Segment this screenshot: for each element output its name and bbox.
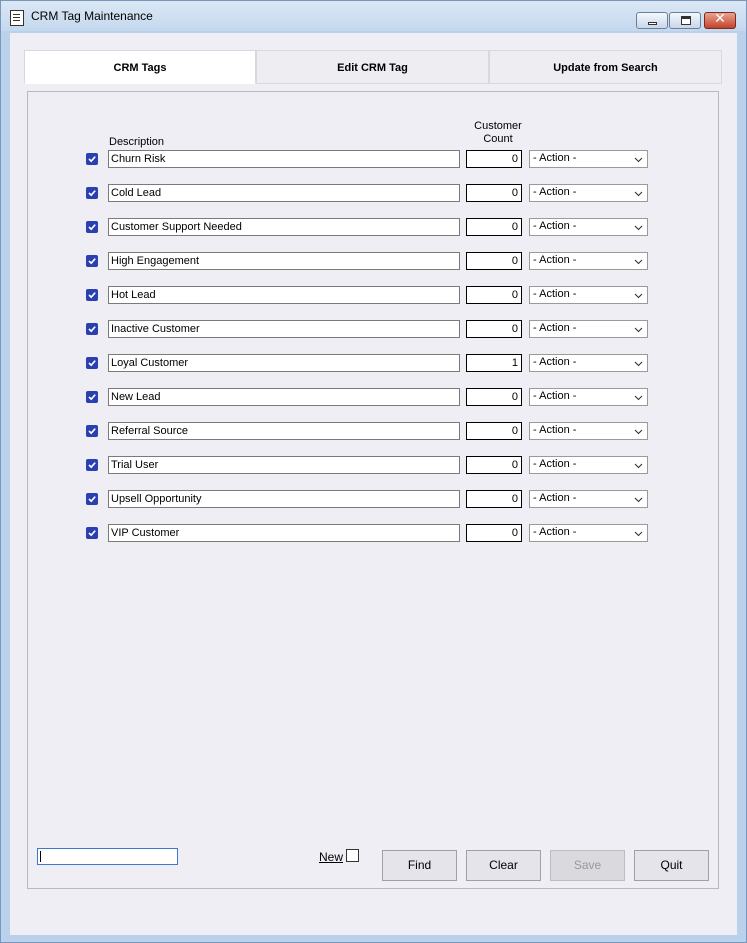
row-checkbox[interactable] bbox=[86, 289, 98, 301]
description-field[interactable]: Churn Risk bbox=[108, 150, 460, 168]
check-icon bbox=[87, 188, 97, 198]
tags-panel bbox=[27, 91, 719, 889]
check-icon bbox=[87, 290, 97, 300]
minimize-button[interactable] bbox=[636, 12, 668, 29]
new-checkbox[interactable] bbox=[346, 849, 359, 862]
customer-count-field[interactable]: 0 bbox=[466, 490, 522, 508]
description-field[interactable]: Cold Lead bbox=[108, 184, 460, 202]
description-field[interactable]: Hot Lead bbox=[108, 286, 460, 304]
customer-count-field[interactable]: 0 bbox=[466, 422, 522, 440]
chevron-down-icon bbox=[634, 357, 643, 369]
action-dropdown-value: - Action - bbox=[533, 322, 577, 334]
window-title: CRM Tag Maintenance bbox=[31, 9, 153, 23]
row-checkbox[interactable] bbox=[86, 527, 98, 539]
row-checkbox[interactable] bbox=[86, 187, 98, 199]
document-icon bbox=[10, 10, 24, 26]
customer-count-field[interactable]: 0 bbox=[466, 184, 522, 202]
action-dropdown[interactable] bbox=[529, 456, 648, 474]
row-checkbox[interactable] bbox=[86, 493, 98, 505]
tag-row bbox=[28, 456, 718, 476]
action-dropdown-value: - Action - bbox=[533, 356, 577, 368]
tag-row bbox=[28, 388, 718, 408]
row-checkbox[interactable] bbox=[86, 255, 98, 267]
chevron-down-icon bbox=[634, 391, 643, 403]
tab-update-from-search[interactable]: Update from Search bbox=[489, 50, 722, 84]
check-icon bbox=[87, 392, 97, 402]
new-label: New bbox=[319, 850, 344, 864]
action-dropdown[interactable] bbox=[529, 252, 648, 270]
tab-crm-tags[interactable]: CRM Tags bbox=[24, 50, 256, 84]
description-field[interactable]: Trial User bbox=[108, 456, 460, 474]
action-dropdown-value: - Action - bbox=[533, 288, 577, 300]
customer-count-field[interactable]: 0 bbox=[466, 524, 522, 542]
check-icon bbox=[87, 494, 97, 504]
tab-strip bbox=[24, 50, 722, 84]
tag-row bbox=[28, 184, 718, 204]
check-icon bbox=[87, 426, 97, 436]
check-icon bbox=[87, 460, 97, 470]
description-header: Description bbox=[109, 136, 165, 148]
chevron-down-icon bbox=[634, 459, 643, 471]
action-dropdown[interactable] bbox=[529, 524, 648, 542]
action-dropdown[interactable] bbox=[529, 150, 648, 168]
tag-row bbox=[28, 150, 718, 170]
customer-count-field[interactable]: 0 bbox=[466, 286, 522, 304]
row-checkbox[interactable] bbox=[86, 391, 98, 403]
description-field[interactable]: Loyal Customer bbox=[108, 354, 460, 372]
customer-count-field[interactable]: 1 bbox=[466, 354, 522, 372]
customer-count-header-line1: Customer bbox=[474, 120, 522, 132]
row-checkbox[interactable] bbox=[86, 323, 98, 335]
maximize-icon bbox=[681, 16, 691, 25]
customer-count-field[interactable]: 0 bbox=[466, 388, 522, 406]
description-field[interactable]: Referral Source bbox=[108, 422, 460, 440]
action-dropdown-value: - Action - bbox=[533, 492, 577, 504]
action-dropdown[interactable] bbox=[529, 490, 648, 508]
description-field[interactable]: VIP Customer bbox=[108, 524, 460, 542]
action-dropdown-value: - Action - bbox=[533, 254, 577, 266]
row-checkbox[interactable] bbox=[86, 221, 98, 233]
tag-row bbox=[28, 422, 718, 442]
action-dropdown[interactable] bbox=[529, 422, 648, 440]
client-area bbox=[10, 33, 737, 935]
find-input[interactable] bbox=[37, 848, 178, 865]
action-dropdown[interactable] bbox=[529, 184, 648, 202]
check-icon bbox=[87, 358, 97, 368]
customer-count-header bbox=[458, 120, 538, 146]
customer-count-header-line2: Count bbox=[483, 133, 513, 145]
action-dropdown[interactable] bbox=[529, 388, 648, 406]
description-field[interactable]: High Engagement bbox=[108, 252, 460, 270]
check-icon bbox=[87, 154, 97, 164]
check-icon bbox=[87, 528, 97, 538]
chevron-down-icon bbox=[634, 187, 643, 199]
chevron-down-icon bbox=[634, 323, 643, 335]
chevron-down-icon bbox=[634, 289, 643, 301]
description-field[interactable]: Upsell Opportunity bbox=[108, 490, 460, 508]
customer-count-field[interactable]: 0 bbox=[466, 218, 522, 236]
tag-row bbox=[28, 490, 718, 510]
row-checkbox[interactable] bbox=[86, 425, 98, 437]
tag-row bbox=[28, 252, 718, 272]
action-dropdown[interactable] bbox=[529, 354, 648, 372]
action-dropdown[interactable] bbox=[529, 320, 648, 338]
action-dropdown-value: - Action - bbox=[533, 220, 577, 232]
row-checkbox[interactable] bbox=[86, 357, 98, 369]
customer-count-field[interactable]: 0 bbox=[466, 150, 522, 168]
action-dropdown-value: - Action - bbox=[533, 186, 577, 198]
check-icon bbox=[87, 222, 97, 232]
check-icon bbox=[87, 324, 97, 334]
close-icon: ✕ bbox=[714, 11, 726, 27]
chevron-down-icon bbox=[634, 255, 643, 267]
chevron-down-icon bbox=[634, 153, 643, 165]
tag-row bbox=[28, 218, 718, 238]
description-field[interactable]: Inactive Customer bbox=[108, 320, 460, 338]
action-dropdown[interactable] bbox=[529, 218, 648, 236]
row-checkbox[interactable] bbox=[86, 459, 98, 471]
action-dropdown-value: - Action - bbox=[533, 458, 577, 470]
title-bar[interactable] bbox=[1, 1, 746, 31]
description-field[interactable]: Customer Support Needed bbox=[108, 218, 460, 236]
maximize-button[interactable] bbox=[669, 12, 701, 29]
action-dropdown[interactable] bbox=[529, 286, 648, 304]
row-checkbox[interactable] bbox=[86, 153, 98, 165]
tag-row bbox=[28, 320, 718, 340]
action-dropdown-value: - Action - bbox=[533, 390, 577, 402]
find-button[interactable]: Find bbox=[382, 850, 457, 881]
customer-count-field[interactable]: 0 bbox=[466, 456, 522, 474]
action-dropdown-value: - Action - bbox=[533, 526, 577, 538]
close-button[interactable] bbox=[704, 12, 736, 29]
quit-button[interactable]: Quit bbox=[634, 850, 709, 881]
minimize-icon bbox=[648, 22, 657, 25]
tab-edit-crm-tag[interactable]: Edit CRM Tag bbox=[256, 50, 489, 84]
chevron-down-icon bbox=[634, 425, 643, 437]
customer-count-field[interactable]: 0 bbox=[466, 320, 522, 338]
chevron-down-icon bbox=[634, 493, 643, 505]
save-button[interactable]: Save bbox=[550, 850, 625, 881]
chevron-down-icon bbox=[634, 221, 643, 233]
action-dropdown-value: - Action - bbox=[533, 152, 577, 164]
tag-row bbox=[28, 524, 718, 544]
action-dropdown-value: - Action - bbox=[533, 424, 577, 436]
chevron-down-icon bbox=[634, 527, 643, 539]
customer-count-field[interactable]: 0 bbox=[466, 252, 522, 270]
tag-row bbox=[28, 286, 718, 306]
clear-button[interactable]: Clear bbox=[466, 850, 541, 881]
description-field[interactable]: New Lead bbox=[108, 388, 460, 406]
tag-row bbox=[28, 354, 718, 374]
check-icon bbox=[87, 256, 97, 266]
text-caret bbox=[40, 851, 41, 862]
